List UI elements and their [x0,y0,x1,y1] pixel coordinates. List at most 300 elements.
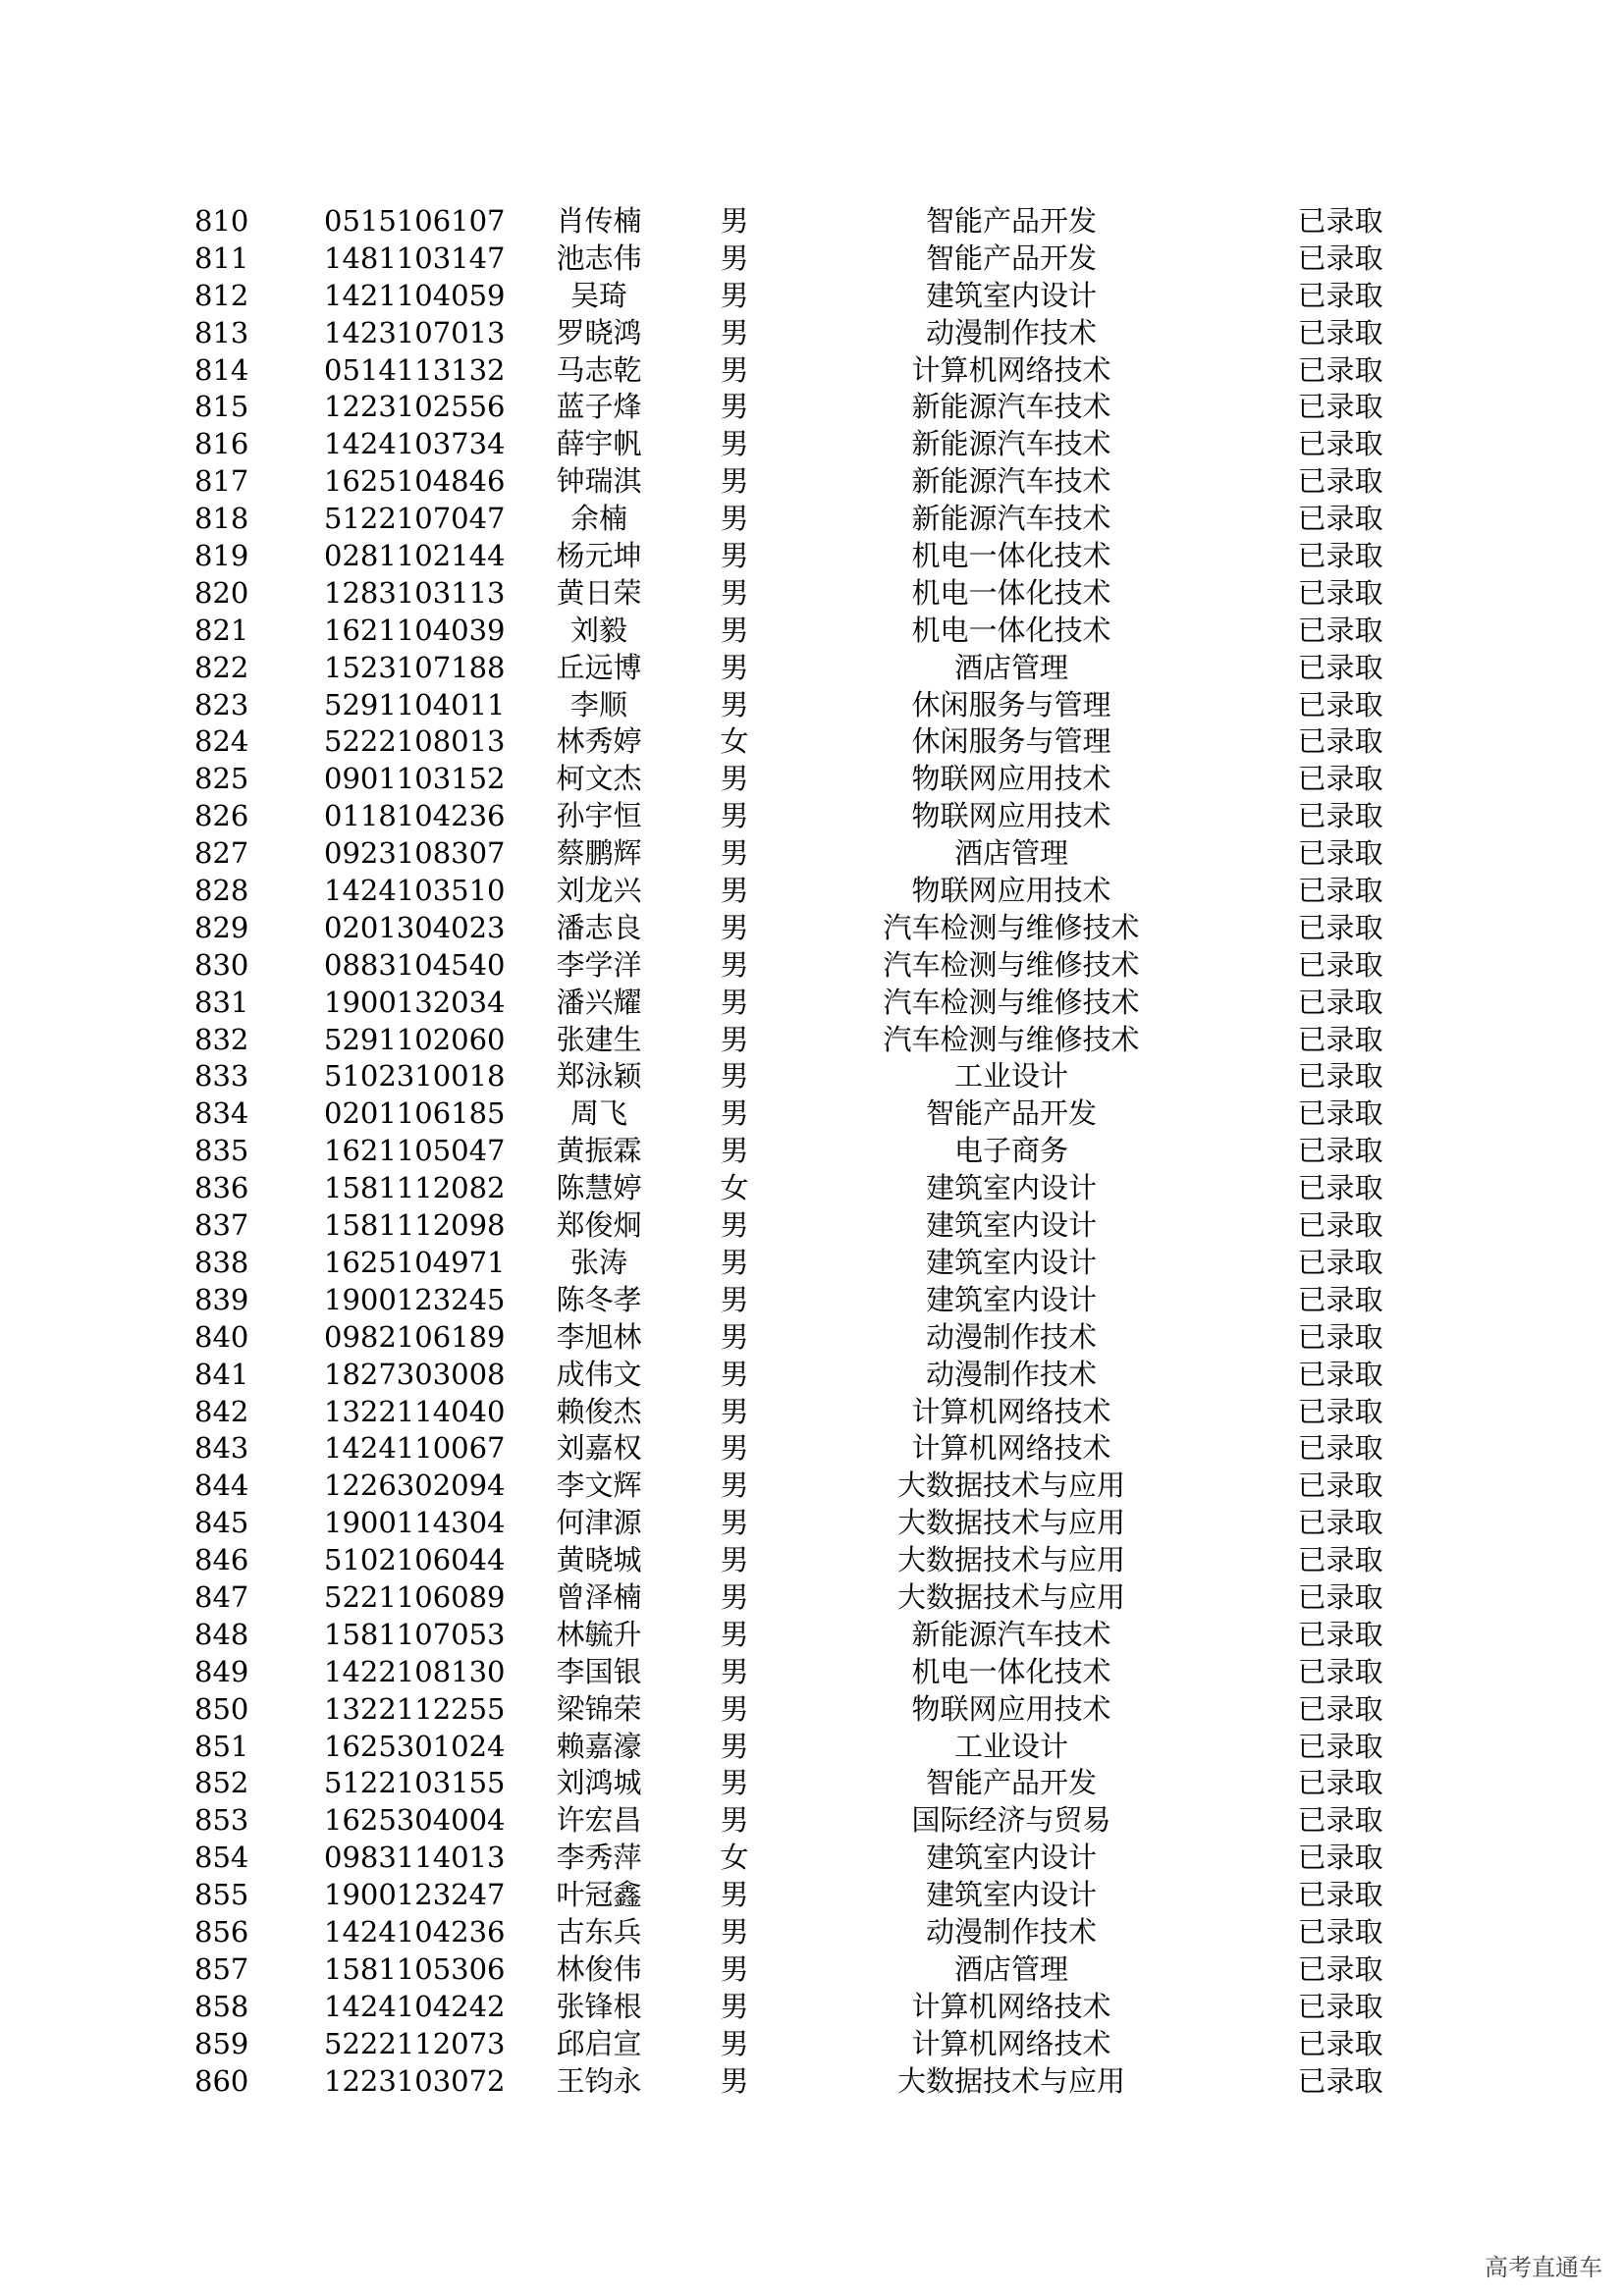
major: 物联网应用技术 [911,762,1111,796]
admission-status: 已录取 [1297,1914,1383,1949]
student-name: 陈慧婷 [556,1171,642,1205]
admission-status: 已录取 [1297,352,1383,387]
exam-number: 1827303008 [324,1357,506,1391]
student-name: 杨元坤 [556,539,642,573]
row-number: 817 [194,464,249,499]
major: 物联网应用技术 [911,874,1111,908]
exam-number: 0983114013 [324,1841,506,1875]
row-number: 850 [194,1691,249,1726]
row-number: 842 [194,1394,249,1428]
row-number: 814 [194,352,249,387]
major: 新能源汽车技术 [911,464,1111,499]
admission-status: 已录取 [1297,1096,1383,1131]
student-name: 赖俊杰 [556,1394,642,1428]
table-row [0,1765,1624,1802]
major: 电子商务 [953,1134,1068,1168]
table-row [0,1245,1624,1282]
exam-number: 0883104540 [324,947,506,982]
gender: 男 [720,1319,749,1354]
table-row [0,1877,1624,1914]
table-row [0,1729,1624,1766]
row-number: 837 [194,1208,249,1243]
gender: 女 [720,724,749,759]
major: 计算机网络技术 [911,2026,1111,2060]
exam-number: 1226302094 [324,1468,506,1503]
student-name: 潘兴耀 [556,985,642,1019]
row-number: 827 [194,836,249,871]
admission-status: 已录取 [1297,315,1383,349]
exam-number: 1322112255 [324,1691,506,1726]
student-name: 王钧永 [556,2063,642,2098]
exam-number: 1421104059 [324,278,506,312]
admission-status: 已录取 [1297,278,1383,312]
table-row [0,910,1624,947]
exam-number: 1424103510 [324,874,506,908]
table-row [0,873,1624,910]
row-number: 848 [194,1617,249,1651]
admission-status: 已录取 [1297,240,1383,275]
row-number: 824 [194,724,249,759]
major: 酒店管理 [953,1951,1068,1986]
admission-status: 已录取 [1297,1691,1383,1726]
admission-status: 已录取 [1297,687,1383,721]
row-number: 836 [194,1171,249,1205]
row-number: 811 [194,240,249,275]
exam-number: 1523107188 [324,650,506,684]
table-row [0,1058,1624,1095]
admission-status: 已录取 [1297,1766,1383,1800]
row-number: 839 [194,1282,249,1316]
table-row [0,315,1624,352]
table-row [0,2063,1624,2101]
gender: 男 [720,1729,749,1763]
admission-status: 已录取 [1297,575,1383,610]
gender: 男 [720,1394,749,1428]
gender: 男 [720,352,749,387]
major: 建筑室内设计 [925,1208,1097,1243]
exam-number: 0281102144 [324,539,506,573]
table-row [0,575,1624,613]
exam-number: 0515106107 [324,204,506,238]
student-name: 丘远博 [556,650,642,684]
watermark: 高考直通车 [1479,2246,1608,2284]
exam-number: 0901103152 [324,762,506,796]
admission-status: 已录取 [1297,1059,1383,1094]
table-row [0,1282,1624,1319]
gender: 男 [720,1579,749,1614]
gender: 男 [720,1691,749,1726]
admission-status: 已录取 [1297,2026,1383,2060]
major: 大数据技术与应用 [896,1506,1125,1540]
major: 计算机网络技术 [911,1394,1111,1428]
exam-number: 1581107053 [324,1617,506,1651]
student-name: 李文辉 [556,1468,642,1503]
student-name: 陈冬孝 [556,1282,642,1316]
major: 智能产品开发 [925,1096,1097,1131]
exam-number: 5291102060 [324,1022,506,1056]
exam-number: 5102310018 [324,1059,506,1094]
admission-status: 已录取 [1297,1654,1383,1688]
student-name: 李旭林 [556,1319,642,1354]
student-name: 黄日荣 [556,575,642,610]
exam-number: 1625304004 [324,1803,506,1838]
table-row [0,1617,1624,1654]
row-number: 840 [194,1319,249,1354]
exam-number: 1625301024 [324,1729,506,1763]
major: 汽车检测与维修技术 [883,1022,1140,1056]
table-row [0,1654,1624,1691]
admission-status: 已录取 [1297,874,1383,908]
gender: 男 [720,613,749,647]
table-row [0,1022,1624,1059]
table-row [0,1133,1624,1170]
major: 智能产品开发 [925,204,1097,238]
gender: 男 [720,278,749,312]
table-row [0,1170,1624,1207]
row-number: 813 [194,315,249,349]
table-row [0,389,1624,426]
exam-number: 0118104236 [324,799,506,833]
table-row [0,650,1624,687]
row-number: 816 [194,427,249,461]
student-name: 李国银 [556,1654,642,1688]
exam-number: 1900132034 [324,985,506,1019]
major: 建筑室内设计 [925,278,1097,312]
student-name: 刘毅 [569,613,627,647]
admission-status: 已录取 [1297,1468,1383,1503]
exam-number: 1900114304 [324,1506,506,1540]
student-name: 成伟文 [556,1357,642,1391]
table-row [0,1468,1624,1505]
exam-number: 1621105047 [324,1134,506,1168]
table-row [0,947,1624,985]
row-number: 846 [194,1543,249,1577]
exam-number: 1481103147 [324,240,506,275]
major: 物联网应用技术 [911,799,1111,833]
row-number: 830 [194,947,249,982]
row-number: 851 [194,1729,249,1763]
gender: 男 [720,1282,749,1316]
gender: 男 [720,650,749,684]
major: 酒店管理 [953,836,1068,871]
major: 动漫制作技术 [925,1914,1097,1949]
row-number: 812 [194,278,249,312]
student-name: 刘龙兴 [556,874,642,908]
gender: 男 [720,427,749,461]
row-number: 815 [194,390,249,424]
gender: 女 [720,1171,749,1205]
table-row [0,1394,1624,1431]
gender: 男 [720,539,749,573]
row-number: 849 [194,1654,249,1688]
gender: 男 [720,1989,749,2023]
admission-status: 已录取 [1297,1803,1383,1838]
major: 大数据技术与应用 [896,1468,1125,1503]
major: 休闲服务与管理 [911,687,1111,721]
gender: 男 [720,502,749,536]
student-name: 曾泽楠 [556,1579,642,1614]
row-number: 810 [194,204,249,238]
admission-status: 已录取 [1297,762,1383,796]
major: 工业设计 [953,1729,1068,1763]
major: 机电一体化技术 [911,1654,1111,1688]
table-row [0,1207,1624,1245]
admission-status: 已录取 [1297,1543,1383,1577]
gender: 女 [720,1841,749,1875]
major: 建筑室内设计 [925,1245,1097,1279]
exam-number: 0923108307 [324,836,506,871]
major: 智能产品开发 [925,1766,1097,1800]
admission-status: 已录取 [1297,1729,1383,1763]
exam-number: 0201304023 [324,910,506,944]
major: 计算机网络技术 [911,1989,1111,2023]
admission-status: 已录取 [1297,502,1383,536]
gender: 男 [720,1914,749,1949]
gender: 男 [720,1134,749,1168]
admission-status: 已录取 [1297,799,1383,833]
row-number: 835 [194,1134,249,1168]
gender: 男 [720,1617,749,1651]
major: 新能源汽车技术 [911,390,1111,424]
major: 建筑室内设计 [925,1878,1097,1912]
exam-number: 5122103155 [324,1766,506,1800]
exam-number: 5122107047 [324,502,506,536]
student-name: 周飞 [569,1096,627,1131]
exam-number: 1581112098 [324,1208,506,1243]
gender: 男 [720,2026,749,2060]
gender: 男 [720,575,749,610]
table-row [0,538,1624,575]
major: 动漫制作技术 [925,1357,1097,1391]
table-row [0,613,1624,650]
row-number: 832 [194,1022,249,1056]
major: 新能源汽车技术 [911,502,1111,536]
admission-status: 已录取 [1297,650,1383,684]
admission-status: 已录取 [1297,910,1383,944]
table-row [0,1914,1624,1951]
row-number: 833 [194,1059,249,1094]
table-row [0,1579,1624,1617]
row-number: 823 [194,687,249,721]
admission-table [0,203,1624,2100]
gender: 男 [720,1766,749,1800]
major: 物联网应用技术 [911,1691,1111,1726]
exam-number: 1581112082 [324,1171,506,1205]
admission-status: 已录取 [1297,1208,1383,1243]
gender: 男 [720,1468,749,1503]
row-number: 818 [194,502,249,536]
gender: 男 [720,1022,749,1056]
row-number: 843 [194,1431,249,1466]
admission-status: 已录取 [1297,1989,1383,2023]
table-row [0,761,1624,798]
admission-status: 已录取 [1297,204,1383,238]
exam-number: 1900123245 [324,1282,506,1316]
major: 汽车检测与维修技术 [883,910,1140,944]
gender: 男 [720,1208,749,1243]
major: 动漫制作技术 [925,1319,1097,1354]
row-number: 853 [194,1803,249,1838]
gender: 男 [720,1245,749,1279]
admission-status: 已录取 [1297,1394,1383,1428]
row-number: 858 [194,1989,249,2023]
student-name: 余楠 [569,502,627,536]
gender: 男 [720,836,749,871]
major: 计算机网络技术 [911,352,1111,387]
admission-status: 已录取 [1297,1431,1383,1466]
gender: 男 [720,240,749,275]
student-name: 黄振霖 [556,1134,642,1168]
table-row [0,1505,1624,1542]
admission-status: 已录取 [1297,724,1383,759]
major: 计算机网络技术 [911,1431,1111,1466]
student-name: 张锋根 [556,1989,642,2023]
student-name: 梁锦荣 [556,1691,642,1726]
admission-status: 已录取 [1297,1171,1383,1205]
table-row [0,1951,1624,1989]
student-name: 潘志良 [556,910,642,944]
table-row [0,1802,1624,1840]
row-number: 822 [194,650,249,684]
exam-number: 1424104236 [324,1914,506,1949]
row-number: 859 [194,2026,249,2060]
exam-number: 5222112073 [324,2026,506,2060]
admission-status: 已录取 [1297,539,1383,573]
exam-number: 1223102556 [324,390,506,424]
exam-number: 1625104971 [324,1245,506,1279]
table-row [0,798,1624,835]
student-name: 郑俊炯 [556,1208,642,1243]
student-name: 李顺 [569,687,627,721]
row-number: 847 [194,1579,249,1614]
table-row [0,1989,1624,2026]
student-name: 孙宇恒 [556,799,642,833]
table-row [0,352,1624,390]
table-row [0,1691,1624,1729]
row-number: 857 [194,1951,249,1986]
admission-status: 已录取 [1297,1134,1383,1168]
student-name: 钟瑞淇 [556,464,642,499]
student-name: 罗晓鸿 [556,315,642,349]
major: 动漫制作技术 [925,315,1097,349]
major: 国际经济与贸易 [911,1803,1111,1838]
gender: 男 [720,799,749,833]
exam-number: 5221106089 [324,1579,506,1614]
student-name: 邱启宣 [556,2026,642,2060]
admission-status: 已录取 [1297,1357,1383,1391]
major: 建筑室内设计 [925,1841,1097,1875]
student-name: 马志乾 [556,352,642,387]
row-number: 825 [194,762,249,796]
student-name: 李秀萍 [556,1841,642,1875]
exam-number: 0514113132 [324,352,506,387]
exam-number: 5222108013 [324,724,506,759]
gender: 男 [720,204,749,238]
table-row [0,240,1624,278]
student-name: 林毓升 [556,1617,642,1651]
gender: 男 [720,2063,749,2098]
student-name: 张建生 [556,1022,642,1056]
table-row [0,463,1624,501]
student-name: 蔡鹏辉 [556,836,642,871]
student-name: 刘嘉权 [556,1431,642,1466]
student-name: 柯文杰 [556,762,642,796]
admission-status: 已录取 [1297,613,1383,647]
major: 酒店管理 [953,650,1068,684]
major: 机电一体化技术 [911,539,1111,573]
table-row [0,723,1624,761]
gender: 男 [720,687,749,721]
exam-number: 1223103072 [324,2063,506,2098]
major: 建筑室内设计 [925,1282,1097,1316]
admission-status: 已录取 [1297,390,1383,424]
admission-status: 已录取 [1297,1282,1383,1316]
major: 汽车检测与维修技术 [883,947,1140,982]
row-number: 828 [194,874,249,908]
exam-number: 1424110067 [324,1431,506,1466]
admission-status: 已录取 [1297,1841,1383,1875]
student-name: 吴琦 [569,278,627,312]
student-name: 黄晓城 [556,1543,642,1577]
table-row [0,1430,1624,1468]
admission-status: 已录取 [1297,836,1383,871]
major: 休闲服务与管理 [911,724,1111,759]
row-number: 852 [194,1766,249,1800]
student-name: 古东兵 [556,1914,642,1949]
exam-number: 1423107013 [324,315,506,349]
exam-number: 1422108130 [324,1654,506,1688]
table-row [0,426,1624,463]
exam-number: 5291104011 [324,687,506,721]
student-name: 何津源 [556,1506,642,1540]
row-number: 845 [194,1506,249,1540]
exam-number: 1424103734 [324,427,506,461]
student-name: 肖传楠 [556,204,642,238]
row-number: 820 [194,575,249,610]
student-name: 赖嘉濠 [556,1729,642,1763]
gender: 男 [720,874,749,908]
table-row [0,1542,1624,1579]
row-number: 860 [194,2063,249,2098]
row-number: 854 [194,1841,249,1875]
row-number: 829 [194,910,249,944]
admission-status: 已录取 [1297,1506,1383,1540]
gender: 男 [720,1878,749,1912]
gender: 男 [720,1654,749,1688]
gender: 男 [720,464,749,499]
student-name: 林秀婷 [556,724,642,759]
admission-status: 已录取 [1297,1878,1383,1912]
admission-status: 已录取 [1297,464,1383,499]
major: 智能产品开发 [925,240,1097,275]
table-row [0,985,1624,1022]
major: 建筑室内设计 [925,1171,1097,1205]
exam-number: 1625104846 [324,464,506,499]
admission-status: 已录取 [1297,1617,1383,1651]
table-row [0,1357,1624,1394]
gender: 男 [720,1803,749,1838]
gender: 男 [720,390,749,424]
table-row [0,1095,1624,1133]
admission-status: 已录取 [1297,1245,1383,1279]
row-number: 856 [194,1914,249,1949]
gender: 男 [720,985,749,1019]
student-name: 蓝子烽 [556,390,642,424]
table-row [0,1319,1624,1357]
student-name: 林俊伟 [556,1951,642,1986]
major: 新能源汽车技术 [911,1617,1111,1651]
gender: 男 [720,1543,749,1577]
